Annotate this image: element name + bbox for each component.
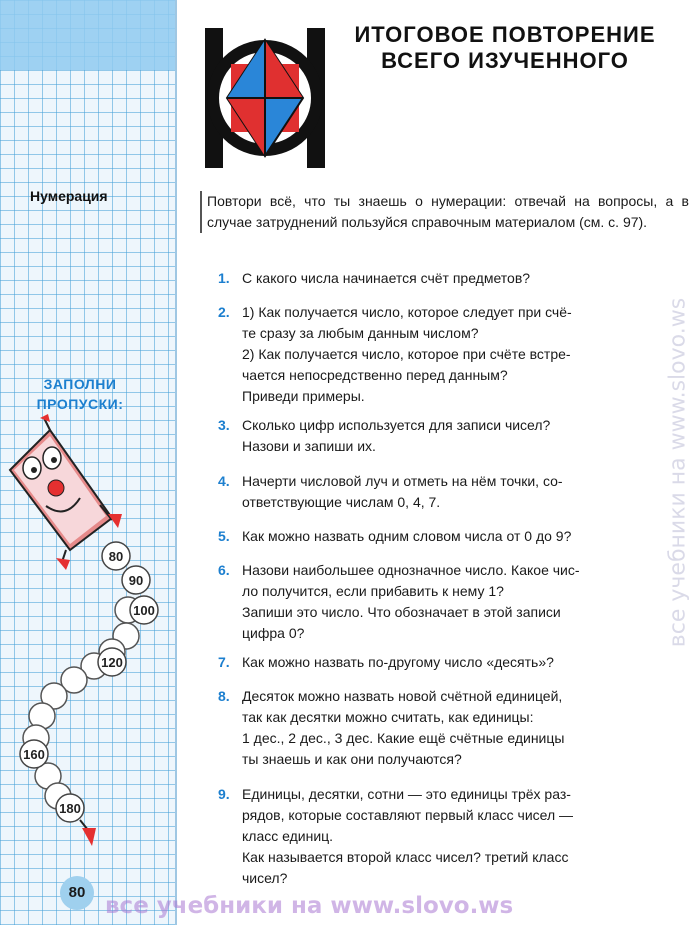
intro-line: вопросы, а в случае затруднений пользуйся справочным (207, 193, 689, 230)
question-line: 1 дес., 2 дес., 3 дес. Какие ещё счётные единицы (242, 730, 565, 746)
question-line: Назови наибольшее однозначное число. Какое чис- (242, 562, 580, 578)
question-number: 4. (218, 473, 230, 489)
number-chain (0, 410, 175, 870)
question-line: рядов, которые составляют первый класс чисел — (242, 807, 574, 823)
question-3 (200, 415, 682, 457)
question-line: 2) Как получается число, которое при счёте встре- (242, 346, 571, 362)
question-2 (200, 302, 682, 407)
question-7 (200, 652, 682, 673)
watermark-side: все учебники на www.slovo.ws (665, 297, 691, 648)
chapter-logo-icon (205, 28, 325, 168)
chain-label-90: 90 (128, 573, 144, 588)
watermark-bottom: все учебники на www.slovo.ws (105, 893, 514, 919)
question-number: 1. (218, 270, 230, 286)
question-line: Как называется второй класс чисел? третий класс (242, 849, 569, 865)
question-line: ответствующие числам 0, 4, 7. (242, 494, 441, 510)
question-line: 1) Как получается число, которое следует при счё- (242, 304, 572, 320)
question-line: ло получится, если прибавить к нему 1? (242, 583, 504, 599)
tassel-icon (80, 820, 96, 846)
question-line: Сколько цифр используется для записи чисел? (242, 417, 551, 433)
question-line: цифра 0? (242, 625, 305, 641)
question-line: Приведи примеры. (242, 388, 365, 404)
fill-gaps-line1: ЗАПОЛНИ (43, 376, 117, 392)
chain-label-100: 100 (133, 603, 155, 618)
question-line: класс единиц. (242, 828, 334, 844)
section-label: Нумерация (30, 188, 108, 204)
intro-line: материалом (см. с. 97). (494, 214, 648, 230)
question-5 (200, 526, 682, 547)
question-number: 6. (218, 562, 230, 578)
question-number: 3. (218, 417, 230, 433)
question-number: 8. (218, 688, 230, 704)
question-number: 7. (218, 654, 230, 670)
question-line: Начерти числовой луч и отметь на нём точки, со- (242, 473, 563, 489)
page-number: 80 (60, 876, 94, 910)
fill-gaps-heading (20, 374, 140, 414)
question-8 (200, 686, 682, 770)
title-line-1: ИТОГОВОЕ ПОВТОРЕНИЕ (354, 22, 656, 47)
question-line: так как десятки можно считать, как единицы: (242, 709, 534, 725)
question-1 (200, 268, 682, 289)
question-4 (200, 471, 682, 513)
page-title (330, 22, 680, 74)
question-number: 2. (218, 304, 230, 320)
question-number: 5. (218, 528, 230, 544)
title-line-2: ВСЕГО ИЗУЧЕННОГО (381, 48, 629, 73)
question-line: Единицы, десятки, сотни — это единицы трёх раз- (242, 786, 571, 802)
question-line: Как можно назвать по-другому число «десять»? (242, 654, 554, 670)
question-number: 9. (218, 786, 230, 802)
question-line: Десяток можно назвать новой счётной единицей, (242, 688, 563, 704)
margin-top-band (0, 0, 175, 70)
question-line: Назови и запиши их. (242, 438, 376, 454)
question-line: ты знаешь и как они получаются? (242, 751, 462, 767)
question-line: те сразу за любым данным числом? (242, 325, 479, 341)
chain-label-180: 180 (59, 801, 81, 816)
chain-circles (23, 597, 141, 809)
question-line: чается непосредственно перед данным? (242, 367, 508, 383)
chain-label-80: 80 (108, 549, 124, 564)
question-line: Запиши это число. Что обозначает в этой записи (242, 604, 561, 620)
question-line: Как можно назвать одним словом числа от 0 до 9? (242, 528, 572, 544)
chain-label-160: 160 (23, 747, 45, 762)
question-9 (200, 784, 682, 889)
chain-label-120: 120 (101, 655, 123, 670)
intro-line: Повтори всё, что ты знаешь о нумерации: отвечай на (207, 193, 590, 209)
question-line: С какого числа начинается счёт предметов? (242, 270, 531, 286)
question-6 (200, 560, 682, 644)
intro-paragraph (200, 191, 689, 233)
question-line: чисел? (242, 870, 288, 886)
fill-gaps-line2: ПРОПУСКИ: (36, 396, 124, 412)
